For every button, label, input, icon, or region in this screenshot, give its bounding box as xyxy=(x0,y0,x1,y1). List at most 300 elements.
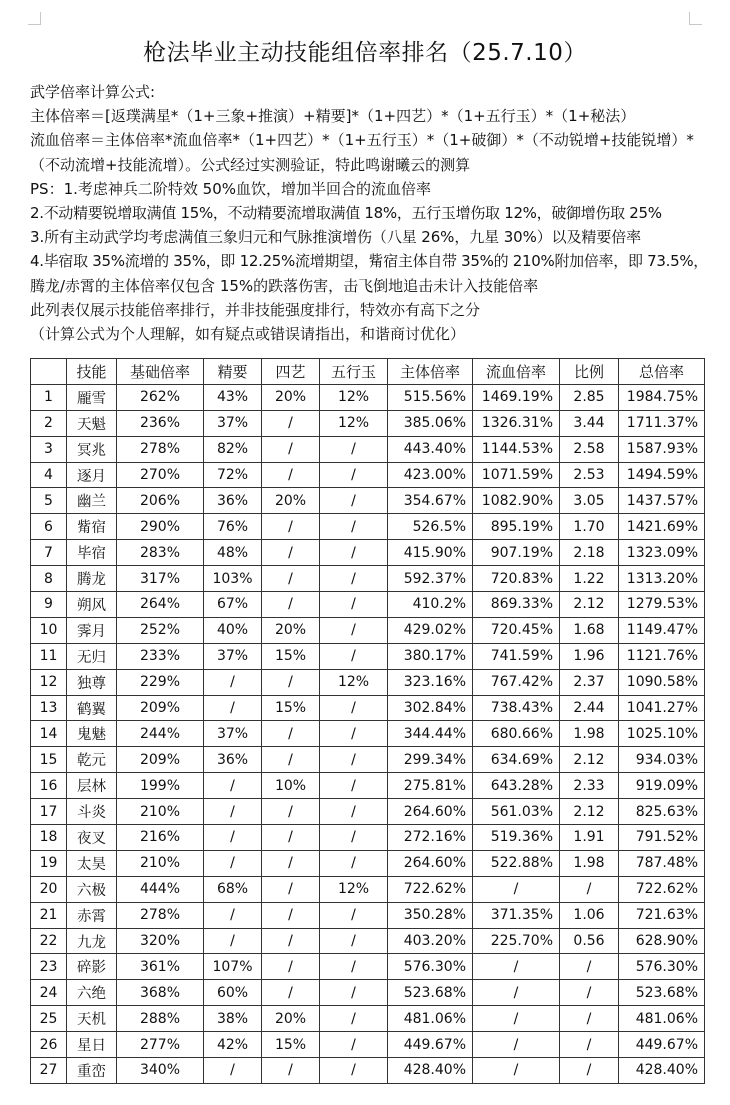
table-cell: / xyxy=(262,825,320,851)
table-cell: 11 xyxy=(31,643,67,669)
table-cell: 206% xyxy=(117,488,204,514)
table-cell: 380.17% xyxy=(388,643,473,669)
table-cell: 2.58 xyxy=(560,436,619,462)
table-row xyxy=(31,695,705,721)
table-cell: 天机 xyxy=(67,1006,117,1032)
table-cell: / xyxy=(204,825,262,851)
table-cell: 444% xyxy=(117,876,204,902)
table-cell: 15% xyxy=(262,1032,320,1058)
table-cell: 1.22 xyxy=(560,566,619,592)
table-cell: 12 xyxy=(31,669,67,695)
table-row xyxy=(31,410,705,436)
table-row xyxy=(31,643,705,669)
table-cell: / xyxy=(320,902,388,928)
table-cell: / xyxy=(204,669,262,695)
table-cell: 1437.57% xyxy=(619,488,705,514)
table-cell: 67% xyxy=(204,592,262,618)
table-cell: 朔风 xyxy=(67,592,117,618)
table-cell: 428.40% xyxy=(619,1058,705,1084)
table-cell: 龎雪 xyxy=(67,384,117,410)
table-cell: 410.2% xyxy=(388,592,473,618)
table-cell: 1587.93% xyxy=(619,436,705,462)
table-cell: 429.02% xyxy=(388,617,473,643)
table-cell: 1.68 xyxy=(560,617,619,643)
note-line: 腾龙/赤霄的主体倍率仅包含 15%的跌落伤害，击飞倒地追击未计入技能倍率 xyxy=(30,276,539,295)
table-row xyxy=(31,514,705,540)
table-cell: / xyxy=(204,1058,262,1084)
table-cell: / xyxy=(204,902,262,928)
table-cell: / xyxy=(204,695,262,721)
note-line: 主体倍率＝[返璞满星*（1+三象+推演）+精要]*（1+四艺）*（1+五行玉）*（1+秘法） xyxy=(30,107,636,126)
table-cell: 乾元 xyxy=(67,747,117,773)
table-cell: 9 xyxy=(31,592,67,618)
table-cell: / xyxy=(560,980,619,1006)
table-cell: 236% xyxy=(117,410,204,436)
table-cell: 碎影 xyxy=(67,954,117,980)
table-cell: / xyxy=(560,1032,619,1058)
table-cell: 5 xyxy=(31,488,67,514)
table-cell: / xyxy=(320,850,388,876)
table-cell: 787.48% xyxy=(619,850,705,876)
table-cell: 42% xyxy=(204,1032,262,1058)
table-cell: / xyxy=(262,876,320,902)
table-cell: / xyxy=(560,1058,619,1084)
table-cell: 210% xyxy=(117,850,204,876)
table-cell: 鬼魅 xyxy=(67,721,117,747)
table-cell: 26 xyxy=(31,1032,67,1058)
table-cell: 48% xyxy=(204,540,262,566)
table-cell: 1041.27% xyxy=(619,695,705,721)
table-cell: 252% xyxy=(117,617,204,643)
table-cell: 20% xyxy=(262,617,320,643)
table-cell: 722.62% xyxy=(388,876,473,902)
table-row xyxy=(31,773,705,799)
formula-notes xyxy=(30,80,708,346)
column-header: 流血倍率 xyxy=(473,359,560,385)
table-cell: 1.98 xyxy=(560,850,619,876)
table-cell: 919.09% xyxy=(619,773,705,799)
table-cell: 264.60% xyxy=(388,850,473,876)
table-cell: 288% xyxy=(117,1006,204,1032)
table-cell: 霁月 xyxy=(67,617,117,643)
column-header: 精要 xyxy=(204,359,262,385)
table-cell: 1313.20% xyxy=(619,566,705,592)
table-cell: 299.34% xyxy=(388,747,473,773)
table-cell: 229% xyxy=(117,669,204,695)
table-row xyxy=(31,617,705,643)
table-cell: 六绝 xyxy=(67,980,117,1006)
table-cell: 43% xyxy=(204,384,262,410)
table-cell: / xyxy=(262,669,320,695)
table-cell: 423.00% xyxy=(388,462,473,488)
table-cell: 277% xyxy=(117,1032,204,1058)
table-cell: 720.83% xyxy=(473,566,560,592)
table-row xyxy=(31,540,705,566)
table-cell: 340% xyxy=(117,1058,204,1084)
table-cell: 628.90% xyxy=(619,928,705,954)
table-cell: 40% xyxy=(204,617,262,643)
table-cell: 1.96 xyxy=(560,643,619,669)
table-cell: / xyxy=(262,592,320,618)
table-cell: / xyxy=(262,850,320,876)
table-cell: 1071.59% xyxy=(473,462,560,488)
table-cell: 幽兰 xyxy=(67,488,117,514)
table-cell: 1025.10% xyxy=(619,721,705,747)
table-cell: 264% xyxy=(117,592,204,618)
table-cell: 449.67% xyxy=(388,1032,473,1058)
table-cell: 六极 xyxy=(67,876,117,902)
table-cell: 371.35% xyxy=(473,902,560,928)
table-cell: / xyxy=(560,876,619,902)
table-cell: 15% xyxy=(262,643,320,669)
table-cell: / xyxy=(262,1058,320,1084)
table-cell: 428.40% xyxy=(388,1058,473,1084)
table-cell: 576.30% xyxy=(619,954,705,980)
column-header xyxy=(31,359,67,385)
column-header: 总倍率 xyxy=(619,359,705,385)
table-cell: 519.36% xyxy=(473,825,560,851)
table-cell: 24 xyxy=(31,980,67,1006)
table-cell: 37% xyxy=(204,410,262,436)
table-cell: 368% xyxy=(117,980,204,1006)
table-cell: 独尊 xyxy=(67,669,117,695)
table-cell: 323.16% xyxy=(388,669,473,695)
table-cell: 403.20% xyxy=(388,928,473,954)
table-cell: 741.59% xyxy=(473,643,560,669)
table-body xyxy=(31,384,705,1083)
table-cell: 2 xyxy=(31,410,67,436)
table-cell: 鹤翼 xyxy=(67,695,117,721)
table-cell: 天魁 xyxy=(67,410,117,436)
table-cell: 264.60% xyxy=(388,799,473,825)
table-cell: 2.37 xyxy=(560,669,619,695)
table-cell: 738.43% xyxy=(473,695,560,721)
table-cell: 209% xyxy=(117,695,204,721)
table-cell: 2.18 xyxy=(560,540,619,566)
table-cell: 283% xyxy=(117,540,204,566)
table-cell: 60% xyxy=(204,980,262,1006)
table-cell: 317% xyxy=(117,566,204,592)
table-cell: 25 xyxy=(31,1006,67,1032)
table-cell: 1090.58% xyxy=(619,669,705,695)
table-cell: / xyxy=(262,799,320,825)
table-cell: / xyxy=(560,954,619,980)
table-cell: / xyxy=(320,514,388,540)
table-cell: 赤霄 xyxy=(67,902,117,928)
table-cell: 层林 xyxy=(67,773,117,799)
table-cell: 2.12 xyxy=(560,799,619,825)
table-row xyxy=(31,1032,705,1058)
table-cell: 22 xyxy=(31,928,67,954)
table-header-row xyxy=(31,359,705,385)
table-cell: 1.98 xyxy=(560,721,619,747)
column-header: 四艺 xyxy=(262,359,320,385)
table-cell: 199% xyxy=(117,773,204,799)
table-cell: / xyxy=(320,488,388,514)
table-cell: 1121.76% xyxy=(619,643,705,669)
table-cell: 12% xyxy=(320,876,388,902)
table-cell: 592.37% xyxy=(388,566,473,592)
table-cell: 4 xyxy=(31,462,67,488)
table-cell: 12% xyxy=(320,384,388,410)
table-cell: 37% xyxy=(204,721,262,747)
table-cell: 重峦 xyxy=(67,1058,117,1084)
table-cell: / xyxy=(204,928,262,954)
table-cell: 觜宿 xyxy=(67,514,117,540)
table-cell: 576.30% xyxy=(388,954,473,980)
table-row xyxy=(31,799,705,825)
ranking-table xyxy=(30,358,705,1084)
table-cell: 1 xyxy=(31,384,67,410)
table-cell: 515.56% xyxy=(388,384,473,410)
table-cell: 720.45% xyxy=(473,617,560,643)
table-cell: 385.06% xyxy=(388,410,473,436)
table-row xyxy=(31,747,705,773)
table-cell: 20 xyxy=(31,876,67,902)
table-cell: 721.63% xyxy=(619,902,705,928)
table-cell: 23 xyxy=(31,954,67,980)
table-cell: 6 xyxy=(31,514,67,540)
table-cell: 毕宿 xyxy=(67,540,117,566)
table-cell: / xyxy=(320,1058,388,1084)
table-cell: 1326.31% xyxy=(473,410,560,436)
note-line: 流血倍率＝主体倍率*流血倍率*（1+四艺）*（1+五行玉）*（1+破御）*（不动锐增+技能锐增）*（不动流增+技能流增）。公式经过实测验证，特此鸣谢曦云的测算 xyxy=(30,131,694,174)
table-cell: 36% xyxy=(204,747,262,773)
table-cell: / xyxy=(262,410,320,436)
table-row xyxy=(31,566,705,592)
table-cell: 斗炎 xyxy=(67,799,117,825)
table-cell: 275.81% xyxy=(388,773,473,799)
table-cell: / xyxy=(320,1006,388,1032)
table-cell: 82% xyxy=(204,436,262,462)
table-cell: 680.66% xyxy=(473,721,560,747)
table-cell: 27 xyxy=(31,1058,67,1084)
table-row xyxy=(31,980,705,1006)
table-cell: 561.03% xyxy=(473,799,560,825)
table-cell: 2.44 xyxy=(560,695,619,721)
table-cell: 643.28% xyxy=(473,773,560,799)
table-cell: 8 xyxy=(31,566,67,592)
table-cell: 2.33 xyxy=(560,773,619,799)
table-cell: 522.88% xyxy=(473,850,560,876)
page-corner-mark xyxy=(28,12,41,25)
table-cell: / xyxy=(262,540,320,566)
column-header: 比例 xyxy=(560,359,619,385)
table-cell: / xyxy=(560,1006,619,1032)
table-row xyxy=(31,1058,705,1084)
table-cell: 72% xyxy=(204,462,262,488)
table-cell: 302.84% xyxy=(388,695,473,721)
table-cell: 13 xyxy=(31,695,67,721)
table-cell: 791.52% xyxy=(619,825,705,851)
table-cell: 18 xyxy=(31,825,67,851)
table-cell: / xyxy=(320,436,388,462)
table-row xyxy=(31,902,705,928)
table-cell: 210% xyxy=(117,799,204,825)
note-line: 此列表仅展示技能倍率排行，并非技能强度排行，特效亦有高下之分 xyxy=(30,300,481,319)
table-cell: / xyxy=(262,514,320,540)
table-cell: 934.03% xyxy=(619,747,705,773)
table-cell: 233% xyxy=(117,643,204,669)
table-cell: 481.06% xyxy=(388,1006,473,1032)
table-cell: / xyxy=(262,566,320,592)
page-title: 枪法毕业主动技能组倍率排名（25.7.10） xyxy=(143,40,587,66)
table-cell: / xyxy=(473,1006,560,1032)
table-cell: 逐月 xyxy=(67,462,117,488)
table-cell: 冥兆 xyxy=(67,436,117,462)
table-cell: 16 xyxy=(31,773,67,799)
table-cell: 523.68% xyxy=(388,980,473,1006)
note-line: （计算公式为个人理解，如有疑点或错误请指出，和谐商讨优化） xyxy=(30,325,466,344)
table-row xyxy=(31,669,705,695)
table-cell: 350.28% xyxy=(388,902,473,928)
table-cell: 1.06 xyxy=(560,902,619,928)
table-cell: 767.42% xyxy=(473,669,560,695)
table-cell: 2.12 xyxy=(560,747,619,773)
note-line: 武学倍率计算公式: xyxy=(30,83,156,101)
table-cell: / xyxy=(473,980,560,1006)
table-cell: 272.16% xyxy=(388,825,473,851)
table-row xyxy=(31,876,705,902)
table-cell: 九龙 xyxy=(67,928,117,954)
table-cell: 37% xyxy=(204,643,262,669)
table-cell: 12% xyxy=(320,669,388,695)
table-cell: 415.90% xyxy=(388,540,473,566)
table-cell: 1.91 xyxy=(560,825,619,851)
table-cell: / xyxy=(320,747,388,773)
table-cell: 17 xyxy=(31,799,67,825)
column-header: 技能 xyxy=(67,359,117,385)
table-cell: / xyxy=(473,1058,560,1084)
table-cell: 634.69% xyxy=(473,747,560,773)
table-cell: 869.33% xyxy=(473,592,560,618)
table-cell: 星日 xyxy=(67,1032,117,1058)
table-row xyxy=(31,1006,705,1032)
column-header: 主体倍率 xyxy=(388,359,473,385)
table-cell: 320% xyxy=(117,928,204,954)
table-cell: 1279.53% xyxy=(619,592,705,618)
table-cell: 太昊 xyxy=(67,850,117,876)
table-cell: / xyxy=(262,902,320,928)
table-cell: 20% xyxy=(262,1006,320,1032)
table-cell: 36% xyxy=(204,488,262,514)
table-cell: 907.19% xyxy=(473,540,560,566)
note-line: 4.毕宿取 35%流增的 35%，即 12.25%流增期望，觜宿主体自带 35%的 210%附加倍率，即 73.5%， xyxy=(30,252,708,271)
table-cell: 1469.19% xyxy=(473,384,560,410)
table-cell: 38% xyxy=(204,1006,262,1032)
note-line: 2.不动精要锐增取满值 15%，不动精要流增取满值 18%，五行玉增伤取 12%，破御增伤取 25% xyxy=(30,204,662,223)
table-row xyxy=(31,592,705,618)
table-cell: / xyxy=(320,643,388,669)
table-cell: 夜叉 xyxy=(67,825,117,851)
table-row xyxy=(31,488,705,514)
table-cell: 76% xyxy=(204,514,262,540)
table-cell: 209% xyxy=(117,747,204,773)
table-cell: / xyxy=(262,928,320,954)
table-cell: 344.44% xyxy=(388,721,473,747)
table-cell: 1.70 xyxy=(560,514,619,540)
table-cell: 无归 xyxy=(67,643,117,669)
table-cell: 10 xyxy=(31,617,67,643)
table-cell: 20% xyxy=(262,384,320,410)
table-cell: 895.19% xyxy=(473,514,560,540)
table-cell: / xyxy=(262,436,320,462)
table-cell: 19 xyxy=(31,850,67,876)
table-row xyxy=(31,384,705,410)
table-cell: 10% xyxy=(262,773,320,799)
table-cell: / xyxy=(262,954,320,980)
table-row xyxy=(31,954,705,980)
table-cell: / xyxy=(320,721,388,747)
column-header: 五行玉 xyxy=(320,359,388,385)
table-cell: 腾龙 xyxy=(67,566,117,592)
table-cell: / xyxy=(204,850,262,876)
table-cell: 481.06% xyxy=(619,1006,705,1032)
table-cell: / xyxy=(320,462,388,488)
table-cell: / xyxy=(320,566,388,592)
table-cell: / xyxy=(320,592,388,618)
table-row xyxy=(31,462,705,488)
table-cell: 1144.53% xyxy=(473,436,560,462)
table-row xyxy=(31,436,705,462)
table-cell: 722.62% xyxy=(619,876,705,902)
table-cell: / xyxy=(320,954,388,980)
table-cell: 354.67% xyxy=(388,488,473,514)
note-line: 3.所有主动武学均考虑满值三象归元和气脉推演增伤（八星 26%，九星 30%）以及精要倍率 xyxy=(30,228,642,247)
table-cell: 103% xyxy=(204,566,262,592)
table-cell: / xyxy=(320,928,388,954)
table-cell: / xyxy=(473,954,560,980)
table-cell: 1323.09% xyxy=(619,540,705,566)
table-row xyxy=(31,825,705,851)
table-cell: 1984.75% xyxy=(619,384,705,410)
table-cell: / xyxy=(320,540,388,566)
table-cell: 225.70% xyxy=(473,928,560,954)
table-cell: 0.56 xyxy=(560,928,619,954)
table-cell: / xyxy=(204,773,262,799)
table-cell: / xyxy=(473,1032,560,1058)
table-cell: 278% xyxy=(117,902,204,928)
table-cell: 825.63% xyxy=(619,799,705,825)
table-cell: / xyxy=(262,721,320,747)
table-cell: / xyxy=(320,695,388,721)
table-cell: 2.85 xyxy=(560,384,619,410)
table-row xyxy=(31,928,705,954)
table-cell: 270% xyxy=(117,462,204,488)
table-cell: / xyxy=(320,799,388,825)
table-cell: 449.67% xyxy=(619,1032,705,1058)
table-cell: / xyxy=(320,773,388,799)
table-cell: 12% xyxy=(320,410,388,436)
table-cell: 1711.37% xyxy=(619,410,705,436)
table-cell: 290% xyxy=(117,514,204,540)
column-header: 基础倍率 xyxy=(117,359,204,385)
table-cell: 2.53 xyxy=(560,462,619,488)
table-cell: 3.44 xyxy=(560,410,619,436)
table-cell: 20% xyxy=(262,488,320,514)
table-cell: / xyxy=(473,876,560,902)
table-cell: 262% xyxy=(117,384,204,410)
note-line: PS：1.考虑神兵二阶特效 50%血饮，增加半回合的流血倍率 xyxy=(30,179,431,198)
table-cell: 15% xyxy=(262,695,320,721)
table-cell: 523.68% xyxy=(619,980,705,1006)
table-cell: 216% xyxy=(117,825,204,851)
page-corner-mark xyxy=(689,12,702,25)
table-cell: / xyxy=(262,747,320,773)
table-cell: / xyxy=(320,617,388,643)
table-cell: 443.40% xyxy=(388,436,473,462)
table-cell: 107% xyxy=(204,954,262,980)
